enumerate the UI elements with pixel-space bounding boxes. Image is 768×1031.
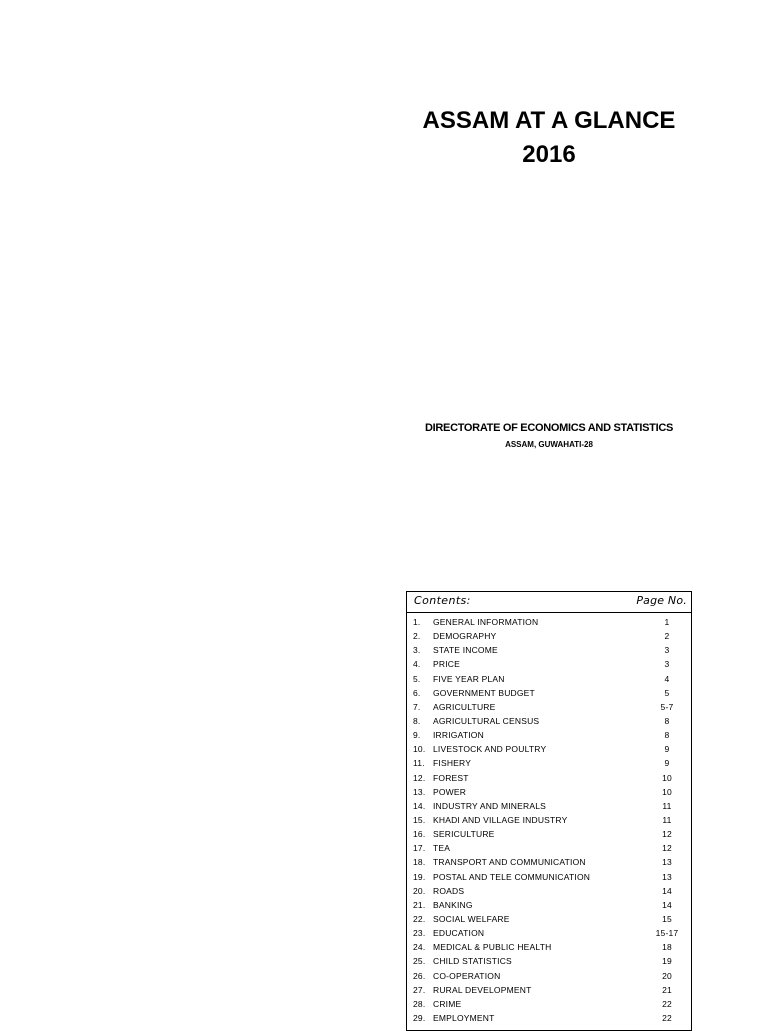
row-page-number: 8: [664, 715, 670, 726]
contents-row: [407, 997, 691, 1011]
row-number: 27.: [413, 984, 426, 995]
row-topic: STATE INCOME: [433, 645, 498, 656]
row-number: 4.: [413, 659, 421, 670]
contents-row: [407, 615, 691, 629]
row-topic: TRANSPORT AND COMMUNICATION: [433, 857, 586, 868]
row-number: 22.: [413, 913, 426, 924]
row-page-number: 10: [662, 772, 672, 783]
row-page-number: 15: [662, 913, 672, 924]
row-number: 14.: [413, 800, 426, 811]
row-topic: GENERAL INFORMATION: [433, 617, 539, 627]
row-number: 13.: [413, 786, 426, 797]
contents-row: [407, 771, 691, 785]
row-page-number: 18: [662, 942, 672, 953]
row-number: 2.: [413, 631, 421, 642]
row-topic: IRRIGATION: [433, 730, 484, 741]
contents-row: [407, 841, 691, 855]
row-page-number: 3: [664, 645, 670, 656]
contents-row: [407, 940, 691, 954]
contents-row: [407, 742, 691, 756]
row-page-number: 11: [662, 800, 672, 811]
contents-header: [407, 592, 691, 613]
row-number: 20.: [413, 885, 426, 896]
row-page-number: 22: [662, 998, 672, 1009]
row-number: 29.: [413, 1012, 426, 1023]
row-topic: DEMOGRAPHY: [433, 631, 497, 642]
contents-row: [407, 926, 691, 940]
contents-row: [407, 969, 691, 983]
row-topic: FISHERY: [433, 758, 472, 769]
contents-row: [407, 855, 691, 869]
row-topic: FOREST: [433, 772, 469, 783]
row-page-number: 15-17: [655, 928, 679, 939]
row-topic: SOCIAL WELFARE: [433, 913, 510, 924]
row-topic: AGRICULTURE: [433, 701, 496, 712]
row-topic: EDUCATION: [433, 928, 485, 939]
row-number: 18.: [413, 857, 426, 868]
row-page-number: 9: [664, 758, 670, 769]
contents-row: [407, 686, 691, 700]
contents-row: [407, 813, 691, 827]
row-page-number: 21: [662, 984, 672, 995]
row-number: 11.: [413, 758, 425, 769]
row-page-number: 14: [662, 885, 672, 896]
row-page-number: 2: [664, 631, 670, 642]
row-number: 9.: [413, 730, 421, 741]
row-page-number: 12: [662, 843, 672, 854]
row-page-number: 3: [664, 659, 670, 670]
publisher-address: ASSAM, GUWAHATI-28: [505, 440, 593, 449]
row-number: 12.: [413, 772, 426, 783]
row-topic: PRICE: [433, 659, 460, 670]
row-page-number: 8: [664, 730, 670, 741]
row-page-number: 19: [662, 956, 672, 967]
row-number: 19.: [413, 871, 426, 882]
row-topic: ROADS: [433, 885, 465, 896]
row-number: 26.: [413, 970, 426, 981]
row-page-number: 22: [662, 1012, 672, 1023]
row-topic: MEDICAL & PUBLIC HEALTH: [433, 942, 552, 953]
row-number: 6.: [413, 687, 421, 698]
row-number: 10.: [413, 744, 426, 755]
contents-row: [407, 1011, 691, 1025]
row-topic: FIVE YEAR PLAN: [433, 673, 505, 684]
contents-row: [407, 954, 691, 968]
row-number: 7.: [413, 701, 421, 712]
row-page-number: 11: [662, 814, 672, 825]
document-title: ASSAM AT A GLANCE: [422, 107, 676, 134]
row-number: 17.: [413, 843, 426, 854]
page-number-heading: Page No.: [636, 594, 687, 607]
contents-row: [407, 785, 691, 799]
contents-row: [407, 827, 691, 841]
contents-row: [407, 870, 691, 884]
row-number: 5.: [413, 673, 421, 684]
row-page-number: 1: [664, 617, 670, 627]
row-topic: POWER: [433, 786, 467, 797]
row-number: 28.: [413, 998, 426, 1009]
row-topic: KHADI AND VILLAGE INDUSTRY: [433, 814, 568, 825]
contents-row: [407, 799, 691, 813]
contents-table: [406, 591, 692, 1031]
contents-row: [407, 728, 691, 742]
contents-row: [407, 756, 691, 770]
row-page-number: 12: [662, 829, 672, 840]
row-number: 23.: [413, 928, 426, 939]
row-topic: POSTAL AND TELE COMMUNICATION: [433, 871, 591, 882]
contents-row: [407, 672, 691, 686]
row-topic: SERICULTURE: [433, 829, 495, 840]
row-number: 16.: [413, 829, 426, 840]
row-topic: INDUSTRY AND MINERALS: [433, 800, 546, 811]
row-topic: EMPLOYMENT: [433, 1012, 495, 1023]
row-topic: GOVERNMENT BUDGET: [433, 687, 535, 698]
publisher-name: DIRECTORATE OF ECONOMICS AND STATISTICS: [424, 422, 674, 434]
row-page-number: 13: [662, 857, 672, 868]
row-topic: BANKING: [433, 899, 473, 910]
row-page-number: 4: [664, 673, 670, 684]
row-topic: TEA: [433, 843, 451, 854]
row-topic: CRIME: [433, 998, 462, 1009]
contents-row: [407, 983, 691, 997]
contents-row: [407, 714, 691, 728]
row-page-number: 13: [662, 871, 672, 882]
contents-row: [407, 898, 691, 912]
row-page-number: 9: [664, 744, 670, 755]
contents-row: [407, 912, 691, 926]
row-page-number: 10: [662, 786, 672, 797]
row-number: 1.: [413, 617, 421, 627]
contents-row: [407, 643, 691, 657]
row-topic: RURAL DEVELOPMENT: [433, 984, 532, 995]
row-number: 25.: [413, 956, 426, 967]
row-number: 3.: [413, 645, 421, 656]
row-page-number: 14: [662, 899, 672, 910]
row-number: 24.: [413, 942, 426, 953]
contents-row: [407, 700, 691, 714]
row-topic: CHILD STATISTICS: [433, 956, 512, 967]
contents-row: [407, 884, 691, 898]
row-number: 15.: [413, 814, 426, 825]
contents-row: [407, 657, 691, 671]
row-number: 21.: [413, 899, 426, 910]
row-number: 8.: [413, 715, 421, 726]
row-topic: CO-OPERATION: [433, 970, 501, 981]
contents-heading: Contents:: [414, 594, 471, 607]
contents-row: [407, 629, 691, 643]
contents-list: [407, 613, 691, 1025]
row-page-number: 20: [662, 970, 672, 981]
document-year: 2016: [522, 141, 576, 168]
row-page-number: 5-7: [660, 701, 674, 712]
row-page-number: 5: [664, 687, 670, 698]
row-topic: AGRICULTURAL CENSUS: [433, 715, 540, 726]
row-topic: LIVESTOCK AND POULTRY: [433, 744, 547, 755]
